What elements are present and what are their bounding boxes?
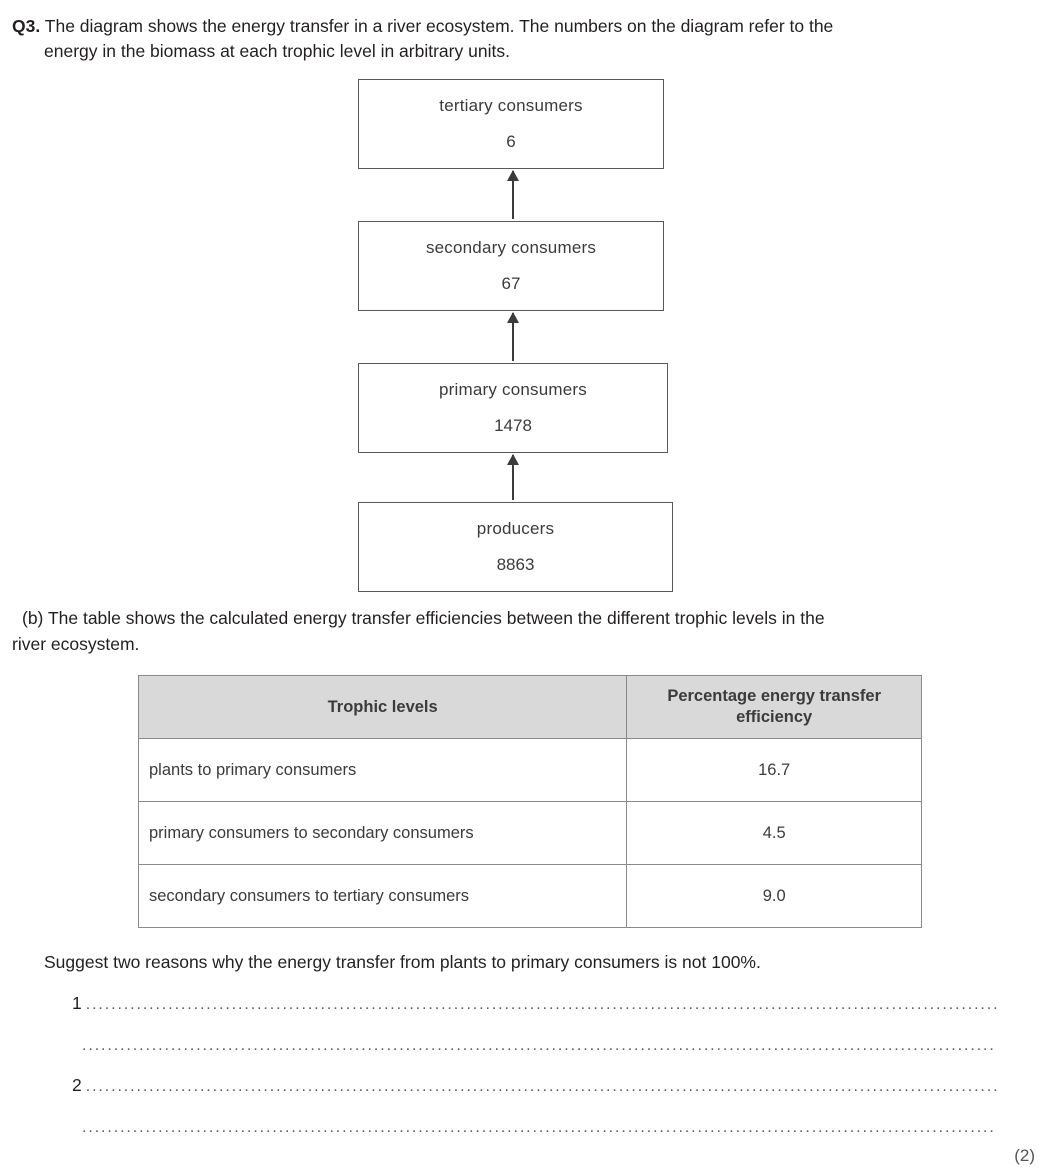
- answer-prompt: Suggest two reasons why the energy transfer from plants to primary consumers is not 100%.: [44, 952, 761, 973]
- question-text-line1: The diagram shows the energy transfer in a river ecosystem. The numbers on the diagram refer to the: [44, 16, 834, 36]
- question-number: Q3.: [12, 16, 41, 36]
- cell-efficiency: 9.0: [627, 865, 922, 928]
- cell-trophic-levels: primary consumers to secondary consumers: [139, 802, 627, 865]
- cell-efficiency: 4.5: [627, 802, 922, 865]
- trophic-level-label: producers: [476, 518, 555, 538]
- marks-allocation: (2): [1014, 1146, 1035, 1165]
- trophic-level-value: 1478: [494, 415, 532, 435]
- trophic-level-box-producers: [358, 502, 673, 592]
- table-row: [139, 865, 922, 928]
- part-b-line2: river ecosystem.: [12, 634, 140, 654]
- trophic-level-box-tertiary: [358, 79, 664, 169]
- trophic-level-value: 67: [501, 273, 521, 293]
- table-row: [139, 802, 922, 865]
- trophic-level-label: secondary consumers: [425, 237, 597, 257]
- part-b-line1: The table shows the calculated energy transfer efficiencies between the different trophic levels in the: [47, 607, 825, 628]
- part-b-label: (b): [22, 607, 44, 628]
- column-header-trophic-levels: Trophic levels: [139, 676, 627, 739]
- up-arrow-icon: [512, 171, 514, 219]
- cell-trophic-levels: plants to primary consumers: [139, 739, 627, 802]
- answer-line-2-cont[interactable]: [82, 1116, 1051, 1137]
- trophic-level-box-secondary: [358, 221, 664, 311]
- answer-line-2[interactable]: [72, 1075, 1051, 1096]
- up-arrow-icon: [512, 313, 514, 361]
- energy-transfer-diagram: [0, 79, 1051, 599]
- trophic-level-label: primary consumers: [439, 379, 587, 399]
- trophic-level-value: 8863: [496, 554, 535, 574]
- up-arrow-icon: [512, 455, 514, 500]
- answer-line-1-cont[interactable]: [82, 1034, 1051, 1055]
- trophic-level-label: tertiary consumers: [439, 95, 583, 115]
- table-header-row: [139, 676, 922, 739]
- trophic-level-value: 6: [506, 131, 516, 151]
- efficiency-table: [138, 675, 922, 928]
- answer-number: 1: [72, 993, 82, 1014]
- efficiency-table-wrapper: [138, 675, 922, 928]
- answer-dotted-line: ................................................................................................................................................: [85, 996, 1000, 1014]
- trophic-level-box-primary: [358, 363, 668, 453]
- answer-line-1[interactable]: [72, 993, 1051, 1014]
- answer-dotted-line: ................................................................................................................................................: [82, 1119, 996, 1137]
- cell-trophic-levels: secondary consumers to tertiary consumers: [139, 865, 627, 928]
- answer-number: 2: [72, 1075, 82, 1096]
- answer-dotted-line: ................................................................................................................................................: [85, 1078, 1000, 1096]
- column-header-percentage-efficiency: Percentage energy transfer efficiency: [627, 676, 922, 739]
- question-stem: [0, 0, 1051, 39]
- question-text-line2: energy in the biomass at each trophic level in arbitrary units.: [44, 41, 510, 62]
- part-b-text: [0, 599, 1051, 658]
- answer-dotted-line: ................................................................................................................................................: [82, 1037, 996, 1055]
- table-row: [139, 739, 922, 802]
- cell-efficiency: 16.7: [627, 739, 922, 802]
